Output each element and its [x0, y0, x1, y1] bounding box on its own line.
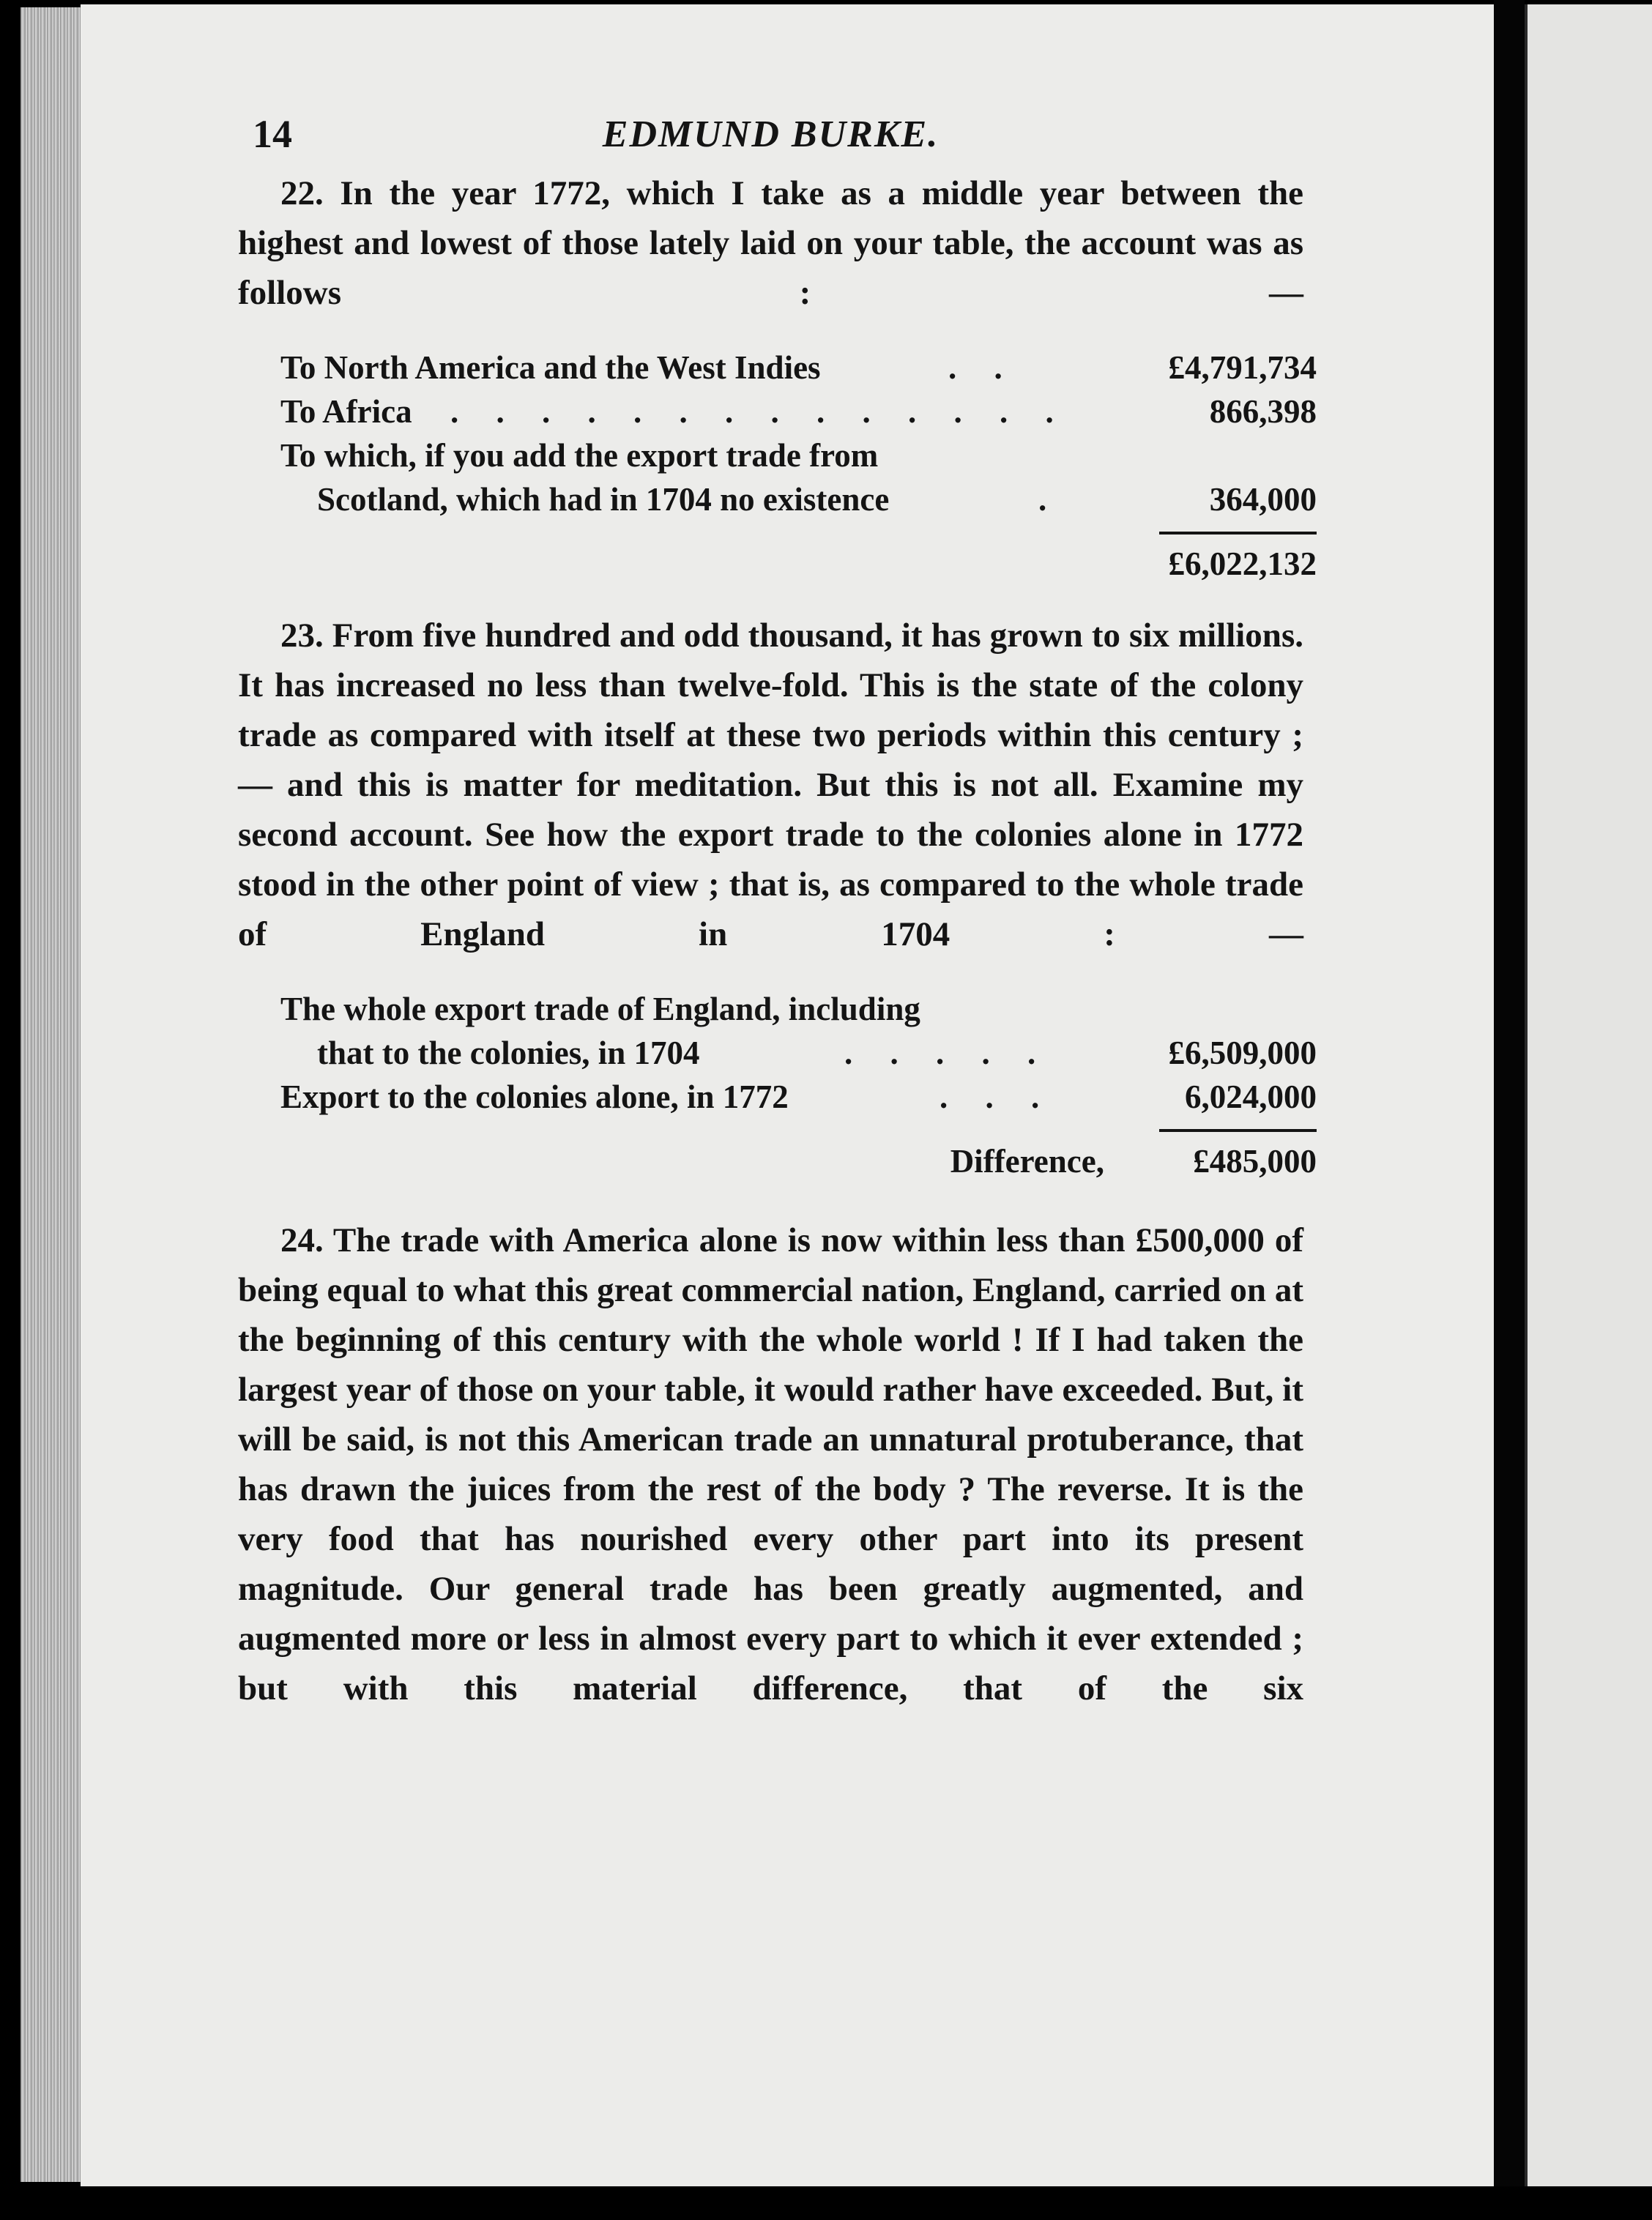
account-row	[280, 390, 1317, 433]
running-head	[238, 103, 1303, 168]
difference-rule	[1159, 1129, 1317, 1132]
book-gutter	[1494, 0, 1525, 2220]
account-total: £6,022,132	[1168, 545, 1317, 582]
difference-rule-row	[280, 1119, 1317, 1139]
account-row	[280, 1075, 1317, 1119]
total-rule-row	[280, 521, 1317, 542]
paragraph-24: 24. The trade with America alone is now within less than £500,000 of being equal to what this great commercial nation, England, carried on at the beginning of this century with the whole world ! If I had taken the largest year of those on your table, it would rather have exceeded. But, it will be said, is not this American trade an unnatural protuberance, that has drawn the juices from the rest of the body ? The reverse. It is the very food that has nourished every other part into its present magnitude. Our general trade has been greatly augmented, and augmented more or less in almost every part to which it ever extended ; but with this material difference, that of the six	[238, 1221, 1303, 1707]
paragraph-23: 23. From five hundred and odd thousand, it has grown to six millions. It has increased no less than twelve-fold. This is the state of the colony trade as compared with itself at these two periods within this century ; — and this is matter for meditation. But this is not all. Examine my second account. See how the export trade to the colonies alone in 1772 stood in the other point of view ; that is, as compared to the whole trade of England in 1704 : —	[238, 617, 1303, 953]
account-label: that to the colonies, in 1704	[317, 1035, 700, 1071]
spacer	[238, 1183, 1303, 1215]
difference-label: Difference,	[950, 1143, 1104, 1180]
account-label: Export to the colonies alone, in 1772	[280, 1079, 789, 1115]
leader-dots: . . . . . . . . . . . . . .	[450, 393, 1068, 430]
facing-page-edge	[1525, 4, 1652, 2186]
account-amount: £6,509,000	[1168, 1035, 1317, 1071]
leader-dots: . . . . .	[844, 1035, 1051, 1071]
account-table-1	[280, 346, 1317, 586]
leader-dots: . .	[948, 349, 1017, 386]
account-row	[280, 346, 1317, 390]
page-content	[238, 103, 1317, 1713]
page-edge	[21, 7, 88, 2182]
page-number: 14	[253, 112, 292, 156]
spacer	[238, 586, 1303, 611]
total-rule	[1159, 532, 1317, 534]
account-label: The whole export trade of England, including	[280, 991, 920, 1027]
scan-border	[0, 2186, 1652, 2220]
difference-amount: £485,000	[1193, 1143, 1317, 1180]
account-label: Scotland, which had in 1704 no existence	[317, 481, 890, 518]
difference-row	[280, 1139, 1317, 1183]
account-amount: 6,024,000	[1185, 1079, 1317, 1115]
account-amount: 866,398	[1209, 393, 1317, 430]
account-row	[280, 987, 1317, 1031]
account-label: To which, if you add the export trade from	[280, 437, 879, 474]
account-label: To North America and the West Indies	[280, 349, 821, 386]
account-table-2	[280, 987, 1317, 1183]
leader-dots: .	[1038, 481, 1062, 518]
account-amount: £4,791,734	[1168, 349, 1317, 386]
account-amount: 364,000	[1209, 481, 1317, 518]
account-row	[280, 433, 1317, 477]
account-row	[280, 1031, 1317, 1075]
paragraph-22: 22. In the year 1772, which I take as a middle year between the highest and lowest of those lately laid on your table, the account was as follows : —	[238, 174, 1303, 312]
account-total-row	[280, 542, 1317, 586]
account-label: To Africa	[280, 393, 412, 430]
running-title: EDMUND BURKE.	[602, 113, 940, 155]
leader-dots: . . .	[940, 1079, 1054, 1115]
account-row	[280, 477, 1317, 521]
